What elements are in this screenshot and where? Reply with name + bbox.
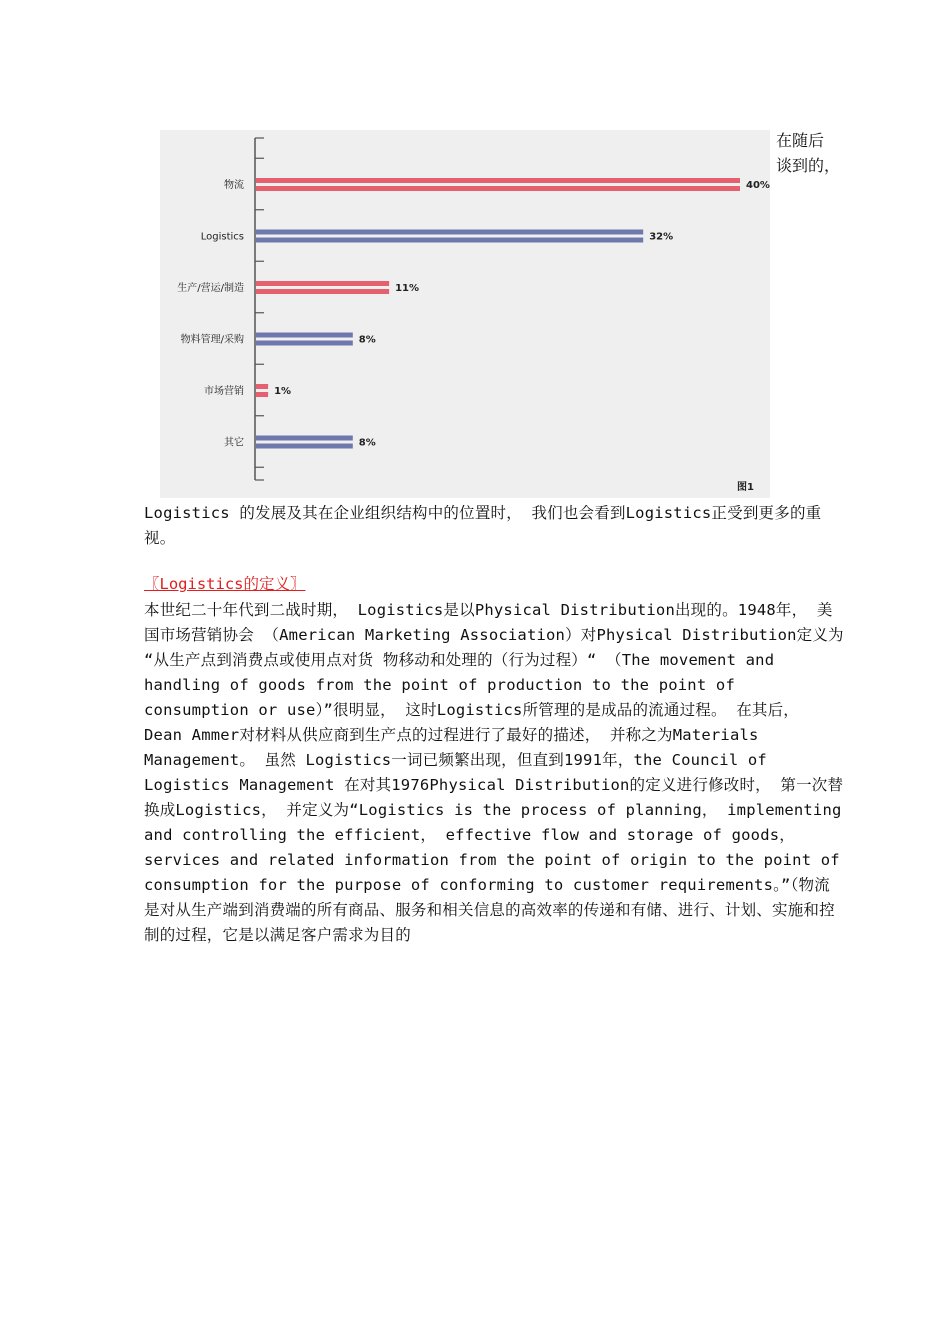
data-label: 1% [274,386,292,397]
category-label: 生产/营运/制造 [177,283,244,294]
definition-paragraph [144,598,844,948]
bar-2 [256,281,389,294]
section-heading: 〖Logistics的定义〗 [144,575,306,593]
category-label: 物流 [224,180,244,191]
side-text-line-1: 在随后 [776,131,825,150]
side-text [776,128,850,178]
data-label: 8% [358,437,376,449]
bar-5 [256,436,353,449]
bar-chart-figure [160,130,770,498]
data-label: 40% [746,180,770,191]
data-label: 8% [358,334,376,346]
bar-3 [256,333,353,346]
category-label: 物料管理/采购 [180,334,244,346]
category-label: 其它 [224,437,244,449]
bar-0 [256,178,740,191]
data-label: 11% [395,283,420,294]
category-label: Logistics [200,231,244,243]
intro-text: Logistics 的发展及其在企业组织结构中的位置时， 我们也会看到Logistics正受到更多的重视。 [144,504,822,547]
category-label: 市场营销 [204,386,244,397]
side-text-line-2: 谈到的， [776,156,841,175]
data-label: 32% [649,231,674,243]
intro-paragraph [144,501,844,551]
bar-chart [160,130,770,498]
bar-4 [256,384,268,397]
definition-text: 本世纪二十年代到二战时期， Logistics是以Physical Distribution出现的。1948年， 美国市场营销协会 （American Marketing Association）对Physical Distribution定义为 “从生产点到消费点或使用点对货 物移动和处理的（行为过程）“ （The movement and handling of goods from the point of production to the point of consumption or use）”很明显， 这时Logistics所管理的是成品的流通过程。 在其后， Dean Ammer对材料从供应商到生产点的过程进行了最好的描述， 并称之为Materials Management。 虽然 Logistics一词已频繁出现，但直到1991年，the Council of Logistics Management 在对其1976Physical Distribution的定义进行修改时， 第一次替换成Logistics， 并定义为“Logistics is the process of planning， implementing and controlling the efficient， effective flow and storage of goods， services and related information from the point of origin to the point of consumption for the purpose of conforming to customer requirements。”（物流是对从生产端到消费端的所有商品、服务和相关信息的高效率的传递和有储、进行、计划、实施和控制的过程，它是以满足客户需求为目的 [144,601,844,944]
bar-1 [256,230,643,243]
chart-caption: 图1 [737,482,754,493]
